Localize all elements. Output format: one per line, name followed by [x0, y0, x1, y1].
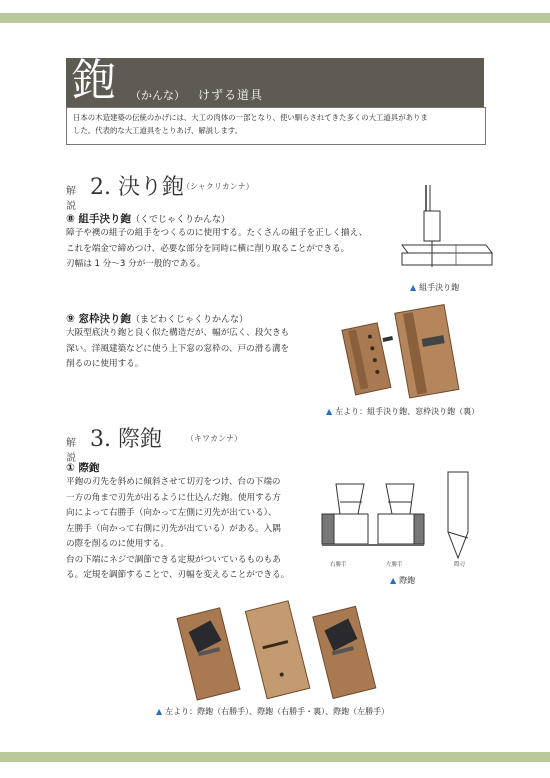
section-kaisetsu-label: 解説 — [66, 186, 76, 212]
body-line: 台の下端にネジで調節できる定規がついているものもあ — [66, 554, 281, 565]
caption-triangle-icon: ▲ — [326, 407, 333, 416]
figure-caption-kumide: ▲ 組手決り鉋 — [410, 283, 460, 292]
figure-caption-kiwa-diagram: ▲ 際鉋 — [390, 576, 416, 585]
item-title-madowaku — [66, 311, 248, 326]
body-line: る。定規を調節することで、刃幅を変えることができる。 — [66, 570, 290, 580]
intro-box — [66, 107, 486, 145]
body-line: 深い。洋風建築などに使う上下窓の窓枠の、戸の滑る溝を — [66, 343, 290, 354]
figure-caption-shakuri-photo: ▲ 左より：組手決り鉋、窓枠決り鉋（裏） — [326, 407, 480, 416]
kiwa-planes-photo — [176, 596, 386, 702]
bottom-decorative-band — [0, 752, 550, 762]
shakuri-planes-photo — [330, 296, 480, 402]
item-body-kiwa — [66, 475, 289, 584]
body-line: 平鉋の刃先を斜めに傾斜させて切刃をつけ、台の下端の — [66, 477, 281, 487]
item-title-text: ⑨ 窓枠決り鉋 — [66, 313, 132, 325]
body-line: 一方の角まで刃先が出るように仕込んだ鉋。使用する方 — [66, 492, 281, 503]
body-line: これを端金で締めつけ、必要な部分を同時に横に削り取ることができる。 — [66, 243, 350, 254]
body-line: 削るのに使用する。 — [66, 359, 144, 369]
section-kana: （シャクリカンナ） — [182, 182, 254, 191]
body-line: の際を削るのに使用する。 — [66, 539, 170, 549]
section-title: 2. 決り鉋 — [90, 175, 184, 200]
body-line: 向によって右勝手（向かって左側に刃先が出ている）、 — [66, 508, 277, 518]
diagram-label-left: 左勝手 — [386, 562, 403, 568]
figure-caption-kiwa-photo: ▲ 左より：際鉋（右勝手）、際鉋（右勝手・裏）、際鉋（左勝手） — [156, 707, 390, 716]
item-title-kumide — [66, 211, 230, 226]
body-line: 障子や襖の組子の組手をつくるのに使用する。たくさんの組子を正しく揃え、 — [66, 228, 368, 238]
caption-triangle-icon: ▲ — [410, 283, 417, 292]
caption-triangle-icon: ▲ — [156, 707, 163, 716]
caption-triangle-icon: ▲ — [390, 576, 397, 585]
body-line: 大阪型底決り鉋と良く似た構造だが、幅が広く、段欠きも — [66, 328, 290, 338]
item-title-reading: （くでじゃくりかんな） — [131, 215, 231, 225]
intro-line: した。代表的な大工道具をとりあげ、解説します。 — [73, 126, 243, 135]
item-title-text: ⑧ 組手決り鉋 — [66, 213, 132, 225]
top-decorative-band — [0, 13, 550, 23]
page-subtitle: けずる道具 — [198, 88, 264, 102]
section-title: 3. 際鉋 — [90, 427, 162, 452]
item-body-kumide — [66, 226, 367, 273]
page-title-reading: （かんな） — [130, 89, 185, 102]
page-title-bar — [66, 55, 484, 107]
diagram-label-blade: 際刃 — [454, 562, 466, 568]
body-line: 刃幅は 1 分～3 分が一般的である。 — [66, 259, 206, 269]
body-line: 左勝手（向かって右側に刃先が出ている）がある。入隅 — [66, 523, 281, 534]
item-body-madowaku — [66, 326, 289, 373]
item-title-reading: （まどわくじゃくりかんな） — [131, 315, 249, 325]
section-kana: （キワカンナ） — [186, 434, 242, 443]
page-title-kanji: 鉋 — [72, 55, 116, 106]
item-title-kiwa — [66, 460, 100, 475]
section-kaisetsu-label: 解説 — [66, 438, 76, 464]
diagram-label-right: 右勝手 — [330, 562, 347, 568]
kumide-plane-drawing — [396, 185, 496, 275]
kiwa-plane-diagram — [318, 462, 478, 562]
item-title-text: ① 際鉋 — [66, 462, 100, 474]
intro-line: 日本の木造建築の伝統のかげには、大工の肉体の一部となり、使い馴らされてきた多くの大工道具がありま — [73, 113, 428, 122]
